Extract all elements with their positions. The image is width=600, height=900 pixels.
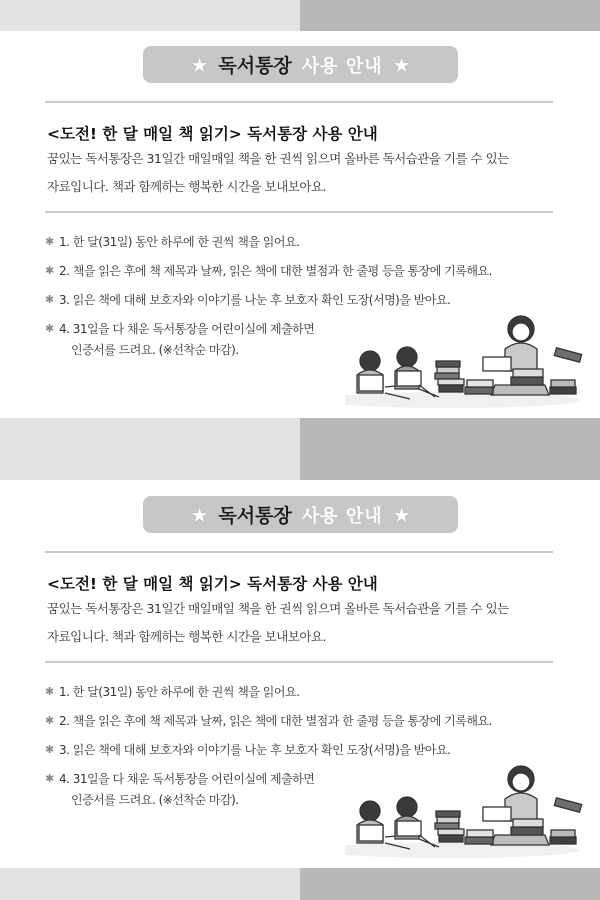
star-icon: ★ [190, 502, 209, 527]
intro-line: 자료입니다. 책과 함께하는 행복한 시간을 보내보아요. [47, 629, 326, 644]
rule-continuation: 인증서를 드려요. (※선착순 마감). [71, 343, 239, 357]
asterisk-bullet-icon: ✱ [45, 772, 54, 785]
rule-continuation: 인증서를 드려요. (※선착순 마감). [71, 793, 239, 807]
title-main: 독서통장 [218, 505, 292, 527]
star-icon: ★ [392, 502, 411, 527]
list-item: ✱ 3. 읽은 책에 대해 보호자와 이야기를 나눈 후 보호자 확인 도장(서명)을 받아요. [45, 740, 492, 769]
list-item: ✱ 2. 책을 읽은 후에 책 제목과 날짜, 읽은 책에 대한 별점과 한 줄평 등을 통장에 기록해요. [45, 261, 492, 290]
asterisk-bullet-icon: ✱ [45, 235, 54, 248]
star-icon: ★ [392, 52, 411, 77]
intro-text [47, 145, 562, 201]
reading-children-illustration [345, 305, 585, 415]
list-item: ✱ 1. 한 달(31일) 동안 하루에 한 권씩 책을 읽어요. [45, 232, 492, 261]
intro-line: 꿈있는 독서통장은 31일간 매일매일 책을 한 권씩 읽으며 올바른 독서습관을 기를 수 있는 [47, 151, 509, 166]
title-sub: 사용 안내 [301, 55, 383, 77]
list-item: ✱ 1. 한 달(31일) 동안 하루에 한 권씩 책을 읽어요. [45, 682, 492, 711]
list-item: ✱ 4. 31일을 다 채운 독서통장을 어린이실에 제출하면 인증서를 드려요. (※선착순 마감). [45, 769, 492, 809]
title-main: 독서통장 [218, 55, 292, 77]
divider [45, 211, 553, 213]
title-banner [143, 46, 458, 83]
divider [45, 551, 553, 553]
intro-line: 꿈있는 독서통장은 31일간 매일매일 책을 한 권씩 읽으며 올바른 독서습관을 기를 수 있는 [47, 601, 509, 616]
intro-text [47, 595, 562, 651]
guide-card-2 [0, 450, 600, 900]
asterisk-bullet-icon: ✱ [45, 714, 54, 727]
section-heading: <도전! 한 달 매일 책 읽기> 독서통장 사용 안내 [47, 575, 378, 593]
asterisk-bullet-icon: ✱ [45, 743, 54, 756]
asterisk-bullet-icon: ✱ [45, 293, 54, 306]
star-icon: ★ [190, 52, 209, 77]
asterisk-bullet-icon: ✱ [45, 322, 54, 335]
section-heading: <도전! 한 달 매일 책 읽기> 독서통장 사용 안내 [47, 125, 378, 143]
asterisk-bullet-icon: ✱ [45, 264, 54, 277]
list-item: ✱ 3. 읽은 책에 대해 보호자와 이야기를 나눈 후 보호자 확인 도장(서명)을 받아요. [45, 290, 492, 319]
divider [45, 661, 553, 663]
list-item: ✱ 4. 31일을 다 채운 독서통장을 어린이실에 제출하면 인증서를 드려요. (※선착순 마감). [45, 319, 492, 359]
title-banner [143, 496, 458, 533]
divider [45, 101, 553, 103]
asterisk-bullet-icon: ✱ [45, 685, 54, 698]
title-sub: 사용 안내 [301, 505, 383, 527]
reading-children-illustration [345, 755, 585, 865]
list-item: ✱ 2. 책을 읽은 후에 책 제목과 날짜, 읽은 책에 대한 별점과 한 줄평 등을 통장에 기록해요. [45, 711, 492, 740]
intro-line: 자료입니다. 책과 함께하는 행복한 시간을 보내보아요. [47, 179, 326, 194]
